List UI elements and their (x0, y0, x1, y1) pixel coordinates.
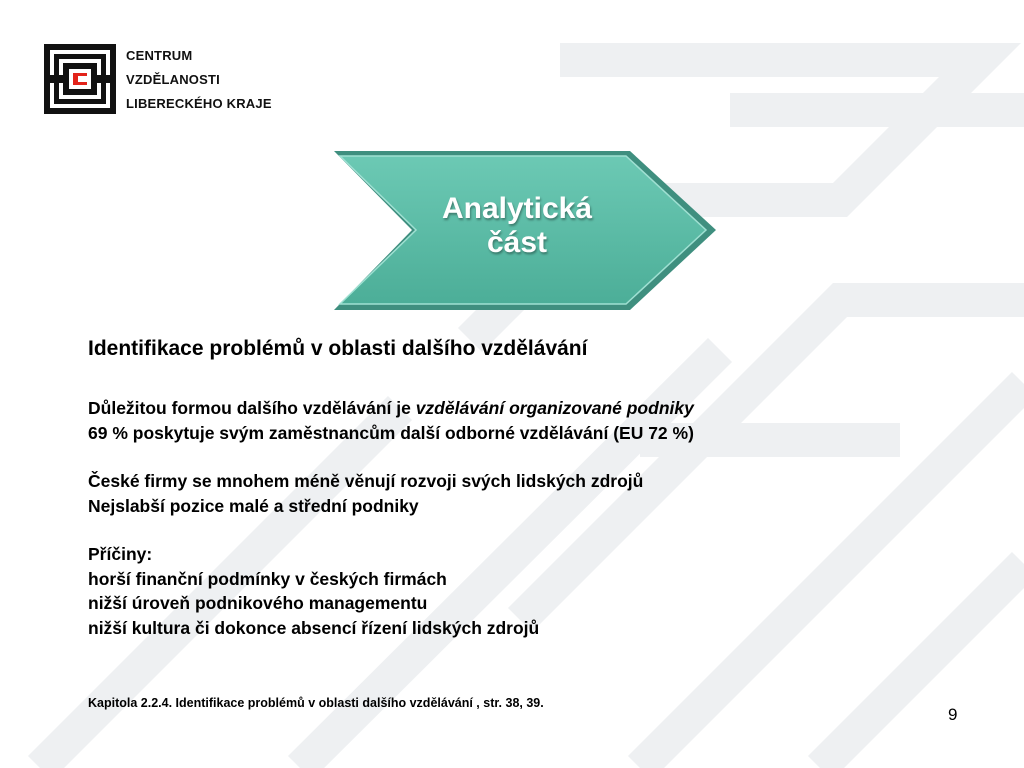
text-emphasis: vzdělávání organizované podniky (415, 398, 694, 418)
paragraph-firms-line-2: Nejslabší pozice malé a střední podniky (88, 495, 419, 516)
cause-item: nižší kultura či dokonce absencí řízení lidských zdrojů (88, 617, 540, 638)
cause-item: horší finanční podmínky v českých firmách (88, 568, 447, 589)
causes-heading: Příčiny: (88, 544, 153, 564)
paragraph-forms-line-1 (88, 396, 988, 421)
logo-line-1: CENTRUM (126, 48, 193, 63)
cause-item: nižší úroveň podnikového managementu (88, 593, 428, 613)
text-prefix: Důležitou formou dalšího vzdělávání je (88, 398, 416, 418)
section-title (410, 192, 624, 260)
section-title-line-1: Analytická (441, 192, 593, 225)
paragraph-forms (88, 396, 988, 445)
slide-content (88, 336, 988, 664)
logo-line-3: LIBERECKÉHO KRAJE (126, 96, 272, 111)
paragraph-firms (88, 469, 988, 518)
page-number: 9 (948, 705, 958, 724)
logo-text (126, 44, 272, 116)
paragraph-firms-line-1: České firmy se mnohem méně věnují rozvoji svých lidských zdrojů (88, 471, 644, 491)
logo-line-2: VZDĚLANOSTI (126, 72, 220, 87)
logo-mark-icon (44, 44, 116, 114)
paragraph-forms-line-2: 69 % poskytuje svým zaměstnancům další odborné vzdělávání (EU 72 %) (88, 422, 694, 443)
logo (44, 44, 284, 116)
section-title-line-2: část (486, 226, 548, 259)
content-heading: Identifikace problémů v oblasti dalšího vzdělávání (88, 337, 588, 360)
paragraph-causes (88, 542, 988, 640)
chapter-reference: Kapitola 2.2.4. Identifikace problémů v oblasti dalšího vzdělávání , str. 38, 39. (88, 696, 544, 710)
